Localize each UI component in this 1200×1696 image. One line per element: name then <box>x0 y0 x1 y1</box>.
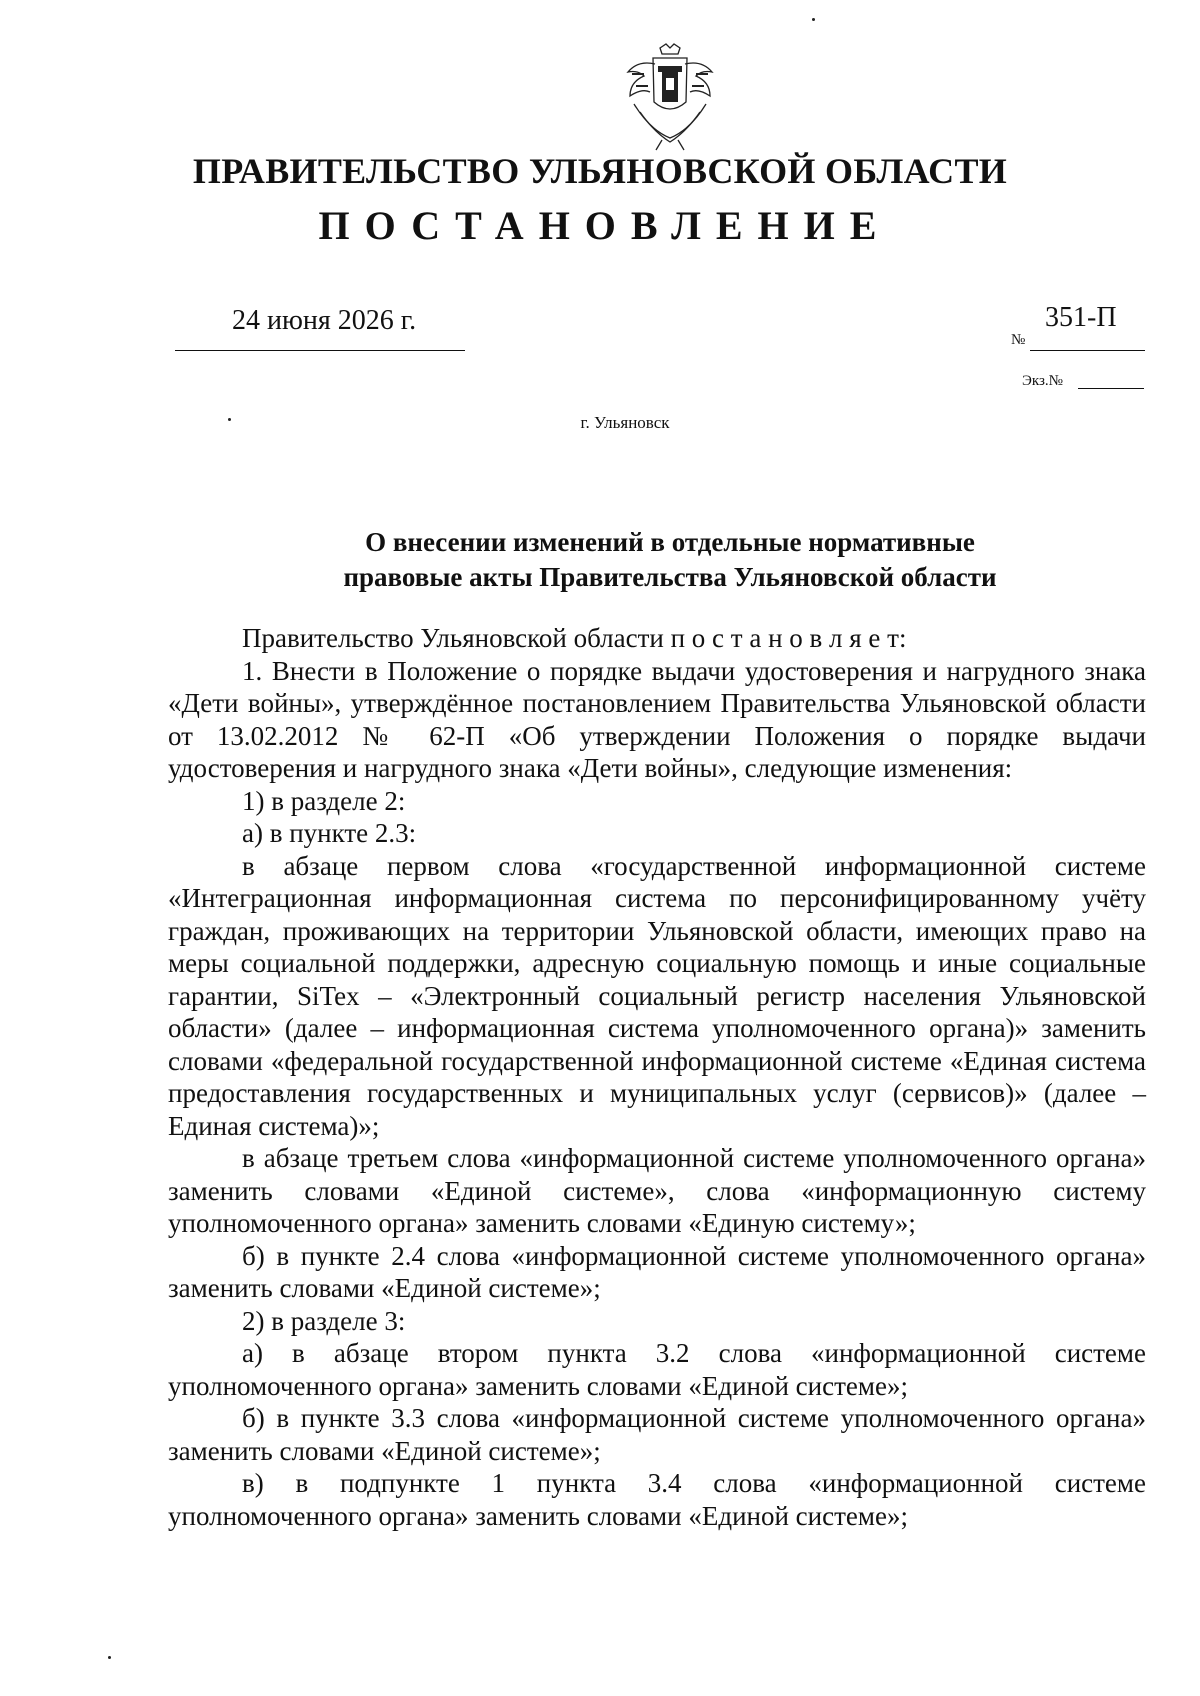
body-paragraph: 1. Внести в Положение о порядке выдачи удостоверения и нагрудного знака «Дети войны», утверждённое постановлением Правительства Ульяновской области от 13.02.2012 № 62-П «Об утверждении Положения о порядке выдачи удостоверения и нагрудного знака «Дети войны», следующие изменения: <box>168 655 1146 783</box>
body-paragraph: в) в подпункте 1 пункта 3.4 слова «информационной системе уполномоченного органа» заменить словами «Единой системе»; <box>168 1468 1146 1531</box>
body-paragraph: в абзаце первом слова «государственной информационной системе «Интеграционная информационная система по персонифицированному учёту граждан, проживающих на территории Ульяновской области, имеющих право на меры социальной поддержки, адресную социальную помощь и иные социальные гарантии, SiTex – «Электронный социальный регистр населения Ульяновской области» (далее – информационная система уполномоченного органа)» заменить словами «федеральной государственной информационной системе «Единая система предоставления государственных и муниципальных услуг (сервисов)» (далее – Единая система)»; <box>168 850 1146 1141</box>
body-paragraph: б) в пункте 3.3 слова «информационной системе уполномоченного органа» заменить словами «Единой системе»; <box>168 1403 1146 1466</box>
document-body <box>168 622 1146 1532</box>
scan-speck <box>812 18 815 21</box>
government-title: ПРАВИТЕЛЬСТВО УЛЬЯНОВСКОЙ ОБЛАСТИ <box>192 151 1008 191</box>
city: г. Ульяновск <box>580 413 670 432</box>
body-paragraph: Правительство Ульяновской области п о с т а н о в л я е т: <box>242 623 907 653</box>
body-paragraph: в абзаце третьем слова «информационной системе уполномоченного органа» заменить словами «Единой системе», слова «информационную систему уполномоченного органа» заменить словами «Единую систему»; <box>168 1143 1146 1238</box>
body-paragraph: 1) в разделе 2: <box>242 785 406 816</box>
subject-line-1: О внесении изменений в отдельные нормативные <box>365 527 975 557</box>
scan-speck <box>108 1656 111 1659</box>
body-paragraph: 2) в разделе 3: <box>242 1305 406 1336</box>
coat-of-arms-icon <box>620 42 720 152</box>
copy-number-label: Экз.№ <box>1022 373 1063 389</box>
scan-speck <box>228 418 231 421</box>
subject-line-2: правовые акты Правительства Ульяновской области <box>343 562 997 592</box>
document-type: ПОСТАНОВЛЕНИЕ <box>318 203 892 248</box>
body-paragraph: б) в пункте 2.4 слова «информационной системе уполномоченного органа» заменить словами «Единой системе»; <box>168 1240 1146 1303</box>
document-subject <box>220 525 1120 595</box>
body-paragraph: а) в пункте 2.3: <box>242 818 417 848</box>
copy-number-underline <box>1078 388 1144 389</box>
number-label: № <box>1011 332 1026 348</box>
date-underline <box>175 350 465 351</box>
document-number: 351-П <box>1045 302 1117 333</box>
body-paragraph: а) в абзаце втором пункта 3.2 слова «информационной системе уполномоченного органа» заменить словами «Единой системе»; <box>168 1338 1146 1401</box>
document-date: 24 июня 2026 г. <box>232 305 417 336</box>
number-underline <box>1030 350 1145 351</box>
